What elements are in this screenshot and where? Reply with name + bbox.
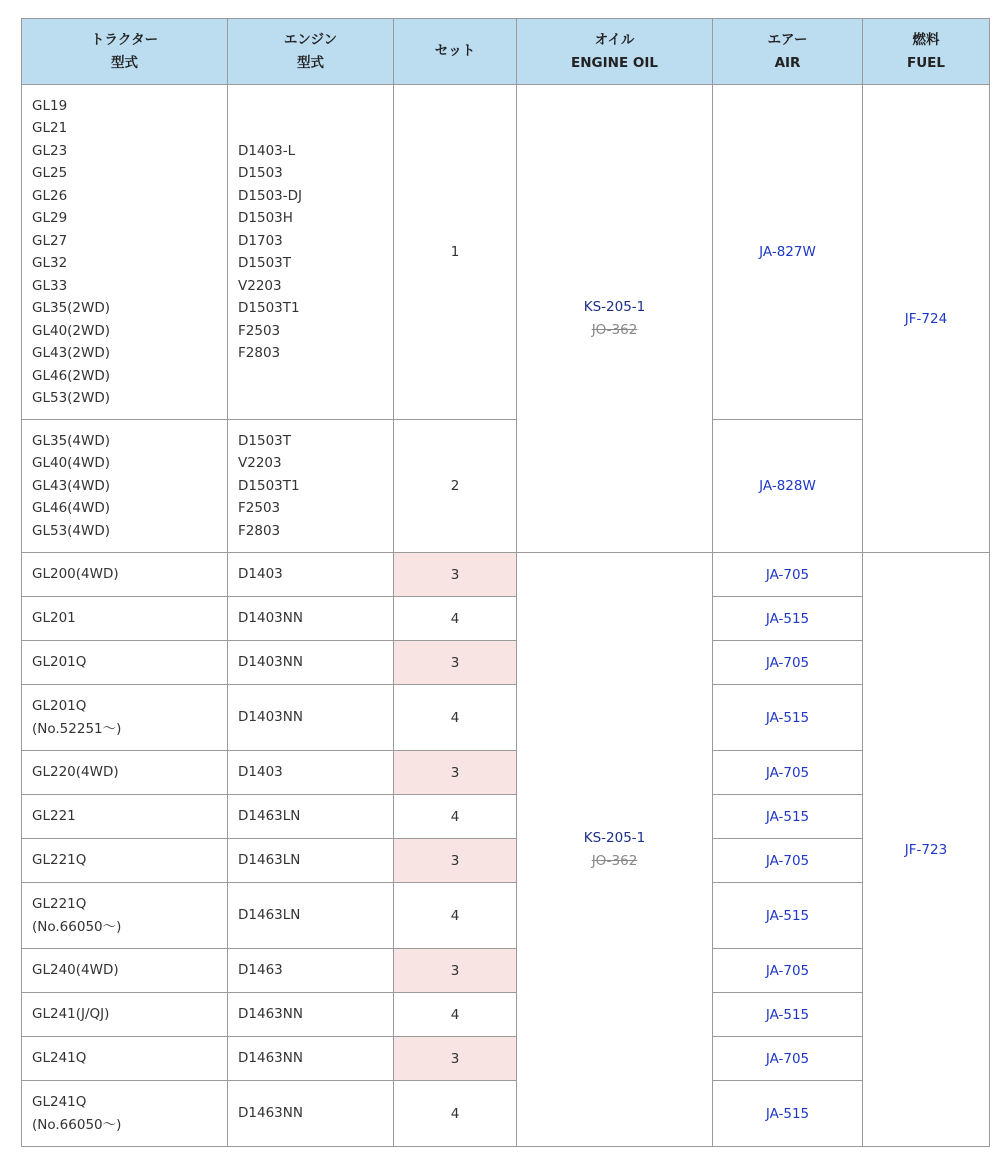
air-cell (713, 839, 863, 883)
engine-model-cell: D1403NN (228, 641, 394, 685)
cell-line: GL201Q (32, 698, 87, 714)
cell-line: GL35(2WD) (32, 300, 111, 316)
air-filter-link[interactable]: JA-705 (765, 962, 810, 979)
engine-model-cell (228, 420, 394, 553)
air-cell (713, 1037, 863, 1081)
air-filter-link[interactable]: JA-515 (765, 907, 810, 924)
cell-line: F2803 (238, 522, 281, 539)
tractor-model-cell (22, 839, 228, 883)
cell-line: GL29 (32, 210, 68, 226)
cell-line: GL19 (32, 97, 68, 114)
air-filter-link[interactable]: JA-705 (765, 654, 810, 671)
cell-line: GL23 (32, 142, 68, 159)
cell-line: GL43(4WD) (32, 477, 111, 494)
cell-line: GL241(J/QJ) (32, 1006, 110, 1023)
header-fuel: 燃料 FUEL (863, 19, 990, 85)
engine-model-cell: D1403NN (228, 685, 394, 751)
cell-line: GL53(2WD) (32, 390, 111, 406)
cell-line: GL46(2WD) (32, 367, 111, 384)
cell-line: GL32 (32, 255, 68, 271)
tractor-model-cell (22, 420, 228, 553)
cell-line: GL40(2WD) (32, 322, 111, 339)
cell-line: GL221Q (32, 896, 87, 912)
air-cell (713, 597, 863, 641)
engine-model-cell: D1463LN (228, 795, 394, 839)
air-filter-link[interactable]: JA-515 (765, 808, 810, 825)
cell-line: F2803 (238, 345, 281, 361)
tractor-model-cell (22, 949, 228, 993)
air-cell (713, 949, 863, 993)
cell-line: (No.66050～) (32, 1116, 122, 1133)
tractor-model-cell (22, 795, 228, 839)
header-set: セット (394, 19, 517, 85)
set-cell: 3 (394, 839, 517, 883)
air-filter-link[interactable]: JA-515 (765, 709, 810, 726)
cell-line: GL240(4WD) (32, 962, 119, 979)
cell-line: GL53(4WD) (32, 522, 111, 539)
engine-model-cell: D1463LN (228, 839, 394, 883)
cell-line: D1503 (238, 165, 283, 181)
set-cell: 4 (394, 993, 517, 1037)
tractor-model-cell (22, 993, 228, 1037)
set-cell: 3 (394, 751, 517, 795)
cell-line: GL33 (32, 277, 68, 294)
cell-line: GL221 (32, 808, 76, 825)
engine-model-cell: D1403 (228, 751, 394, 795)
cell-line: D1703 (238, 232, 283, 249)
fuel-filter-link[interactable]: JF-724 (904, 310, 948, 327)
cell-line: GL241Q (32, 1094, 87, 1110)
set-cell: 4 (394, 597, 517, 641)
air-filter-link[interactable]: JA-705 (765, 764, 810, 781)
cell-line: GL25 (32, 165, 68, 181)
filter-table (21, 18, 990, 1147)
air-filter-link[interactable]: JA-515 (765, 1006, 810, 1023)
cell-line: GL43(2WD) (32, 345, 111, 361)
cell-line: GL46(4WD) (32, 500, 111, 517)
cell-line: D1503T (238, 432, 291, 449)
set-cell: 3 (394, 949, 517, 993)
engine-model-cell: D1403 (228, 553, 394, 597)
fuel-filter-link[interactable]: JF-723 (904, 841, 948, 858)
air-filter-link[interactable]: JA-515 (765, 1105, 810, 1122)
air-cell (713, 685, 863, 751)
air-filter-link[interactable]: JA-705 (765, 852, 810, 869)
table-row (22, 795, 990, 839)
air-cell (713, 553, 863, 597)
oil-cell (517, 85, 713, 553)
air-cell (713, 883, 863, 949)
table-row (22, 751, 990, 795)
cell-line: GL201Q (32, 654, 87, 671)
tractor-model-cell (22, 641, 228, 685)
set-cell: 3 (394, 641, 517, 685)
cell-line: V2203 (238, 455, 282, 472)
table-row (22, 553, 990, 597)
air-cell (713, 993, 863, 1037)
cell-line: GL35(4WD) (32, 432, 111, 449)
oil-old-part-number: JO-362 (591, 321, 638, 338)
tractor-model-cell (22, 883, 228, 949)
fuel-cell (863, 553, 990, 1147)
cell-line: D1503T (238, 255, 291, 271)
table-row (22, 641, 990, 685)
tractor-model-cell (22, 553, 228, 597)
engine-model-cell: D1463 (228, 949, 394, 993)
header-air: エアー AIR (713, 19, 863, 85)
cell-line: D1503T1 (238, 477, 300, 494)
table-row (22, 1081, 990, 1147)
cell-line: GL201 (32, 610, 76, 627)
table-row (22, 883, 990, 949)
cell-line: (No.52251～) (32, 720, 122, 737)
header-engine-model: エンジン 型式 (228, 19, 394, 85)
air-cell (713, 85, 863, 420)
table-row (22, 993, 990, 1037)
air-filter-link[interactable]: JA-705 (765, 1050, 810, 1067)
cell-line: D1503T1 (238, 300, 300, 316)
cell-line: GL221Q (32, 852, 87, 869)
header-engine-oil: オイル ENGINE OIL (517, 19, 713, 85)
table-row (22, 420, 990, 553)
tractor-model-cell (22, 685, 228, 751)
set-cell: 1 (394, 85, 517, 420)
cell-line: V2203 (238, 277, 282, 294)
table-row (22, 1037, 990, 1081)
oil-cell (517, 553, 713, 1147)
table-row (22, 597, 990, 641)
tractor-model-cell (22, 85, 228, 420)
table-row (22, 85, 990, 420)
cell-line: GL27 (32, 232, 68, 249)
set-cell: 4 (394, 883, 517, 949)
table-row (22, 949, 990, 993)
header-row (22, 19, 990, 85)
cell-line: GL40(4WD) (32, 455, 111, 472)
oil-part-number[interactable]: KS-205-1 (583, 299, 646, 315)
set-cell: 4 (394, 685, 517, 751)
air-cell (713, 420, 863, 553)
air-filter-link[interactable]: JA-705 (765, 566, 810, 583)
set-cell: 2 (394, 420, 517, 553)
cell-line: D1403-L (238, 142, 296, 159)
oil-old-part-number: JO-362 (591, 852, 638, 869)
fuel-cell (863, 85, 990, 553)
engine-model-cell (228, 85, 394, 420)
air-cell (713, 751, 863, 795)
cell-line: GL21 (32, 120, 68, 136)
engine-model-cell: D1403NN (228, 597, 394, 641)
cell-line: GL220(4WD) (32, 764, 119, 781)
air-cell (713, 1081, 863, 1147)
engine-model-cell: D1463NN (228, 993, 394, 1037)
tractor-model-cell (22, 1081, 228, 1147)
cell-line: (No.66050～) (32, 918, 122, 935)
tractor-model-cell (22, 597, 228, 641)
air-filter-link[interactable]: JA-827W (759, 244, 816, 260)
cell-line: D1503-DJ (238, 187, 302, 204)
air-cell (713, 641, 863, 685)
cell-line: GL26 (32, 187, 68, 204)
set-cell: 4 (394, 795, 517, 839)
set-cell: 4 (394, 1081, 517, 1147)
engine-model-cell: D1463LN (228, 883, 394, 949)
cell-line: GL241Q (32, 1050, 87, 1067)
cell-line: GL200(4WD) (32, 566, 119, 583)
cell-line: F2503 (238, 322, 281, 339)
air-filter-link[interactable]: JA-515 (765, 610, 810, 627)
oil-part-number[interactable]: KS-205-1 (583, 830, 646, 846)
air-filter-link[interactable]: JA-828W (759, 478, 816, 494)
header-tractor-model: トラクター 型式 (22, 19, 228, 85)
table-row (22, 685, 990, 751)
air-cell (713, 795, 863, 839)
set-cell: 3 (394, 1037, 517, 1081)
cell-line: D1503H (238, 210, 293, 226)
tractor-model-cell (22, 751, 228, 795)
engine-model-cell: D1463NN (228, 1081, 394, 1147)
tractor-model-cell (22, 1037, 228, 1081)
cell-line: F2503 (238, 500, 281, 517)
set-cell: 3 (394, 553, 517, 597)
table-row (22, 839, 990, 883)
engine-model-cell: D1463NN (228, 1037, 394, 1081)
